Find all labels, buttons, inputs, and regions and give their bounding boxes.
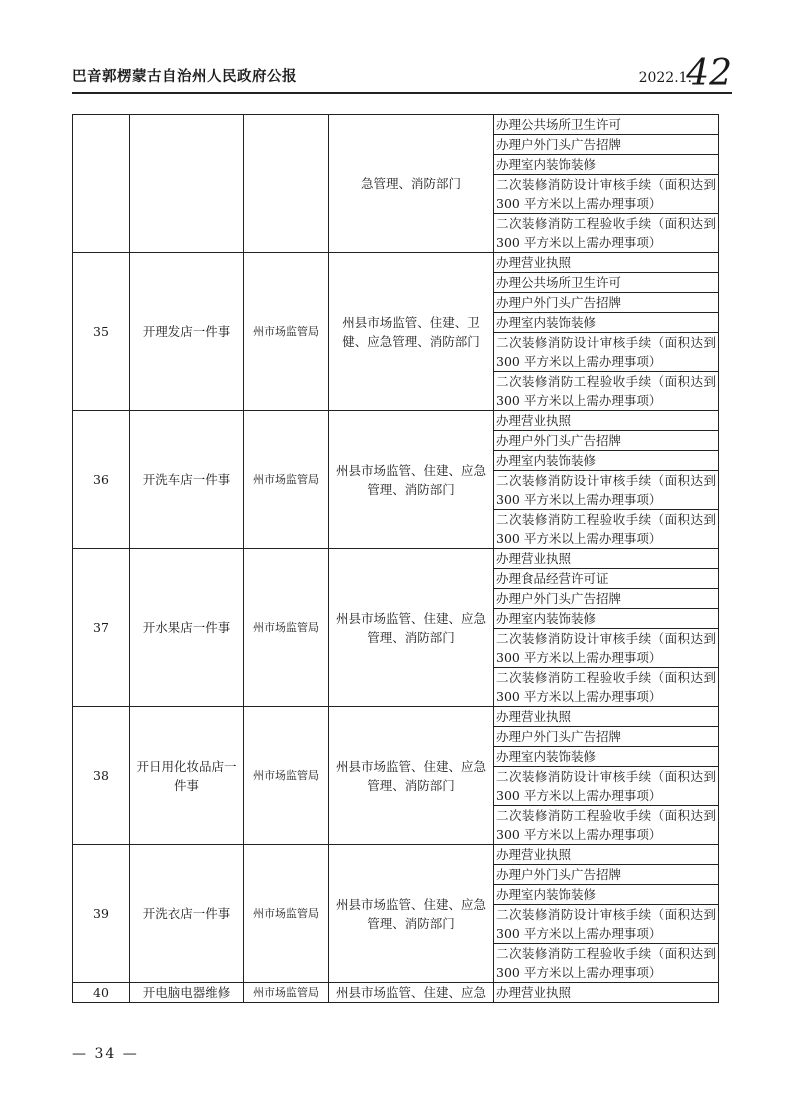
matter-item: 办理户外门头广告招牌 <box>494 727 719 747</box>
cooperating-departments: 急管理、消防部门 <box>329 115 494 253</box>
matter-item: 办理户外门头广告招牌 <box>494 293 719 313</box>
page-header <box>72 52 732 92</box>
matter-item: 二次装修消防工程验收手续（面积达到300 平方米以上需办理事项） <box>494 806 719 845</box>
matter-name: 开电脑电器维修 <box>130 983 244 1003</box>
matter-item: 办理营业执照 <box>494 411 719 431</box>
matter-item: 办理室内装饰装修 <box>494 451 719 471</box>
matter-item: 办理室内装饰装修 <box>494 609 719 629</box>
matter-item: 二次装修消防设计审核手续（面积达到300 平方米以上需办理事项） <box>494 333 719 372</box>
header-divider <box>72 92 732 94</box>
gazette-title: 巴音郭楞蒙古自治州人民政府公报 <box>72 69 297 85</box>
matter-name <box>130 115 244 253</box>
item-number: 35 <box>73 253 130 411</box>
item-number: 40 <box>73 983 130 1003</box>
lead-department: 州市场监管局 <box>244 411 329 549</box>
matter-item: 二次装修消防工程验收手续（面积达到300 平方米以上需办理事项） <box>494 668 719 707</box>
matter-name: 开理发店一件事 <box>130 253 244 411</box>
matter-item: 办理营业执照 <box>494 549 719 569</box>
matter-item: 办理户外门头广告招牌 <box>494 589 719 609</box>
matter-name: 开洗衣店一件事 <box>130 845 244 983</box>
matter-item: 办理营业执照 <box>494 845 719 865</box>
matter-item: 二次装修消防工程验收手续（面积达到300 平方米以上需办理事项） <box>494 214 719 253</box>
matter-item: 办理户外门头广告招牌 <box>494 135 719 155</box>
cooperating-departments: 州县市场监管、住建、卫健、应急管理、消防部门 <box>329 253 494 411</box>
matter-name: 开水果店一件事 <box>130 549 244 707</box>
item-number: 37 <box>73 549 130 707</box>
matter-item: 二次装修消防工程验收手续（面积达到300 平方米以上需办理事项） <box>494 510 719 549</box>
lead-department <box>244 115 329 253</box>
cooperating-departments: 州县市场监管、住建、应急管理、消防部门 <box>329 845 494 983</box>
table-row <box>73 707 719 727</box>
matter-item: 办理室内装饰装修 <box>494 313 719 333</box>
item-number <box>73 115 130 253</box>
matter-item: 办理室内装饰装修 <box>494 155 719 175</box>
matters-table <box>72 114 719 1003</box>
matter-item: 办理营业执照 <box>494 983 719 1003</box>
table-row <box>73 115 719 135</box>
matter-item: 二次装修消防工程验收手续（面积达到300 平方米以上需办理事项） <box>494 372 719 411</box>
matter-item: 二次装修消防工程验收手续（面积达到300 平方米以上需办理事项） <box>494 944 719 983</box>
item-number: 38 <box>73 707 130 845</box>
cooperating-departments: 州县市场监管、住建、应急管理、消防部门 <box>329 411 494 549</box>
item-number: 36 <box>73 411 130 549</box>
table-body <box>73 115 719 1003</box>
lead-department: 州市场监管局 <box>244 983 329 1003</box>
cooperating-departments: 州县市场监管、住建、应急 <box>329 983 494 1003</box>
item-number: 39 <box>73 845 130 983</box>
table-row <box>73 845 719 865</box>
table-row <box>73 253 719 273</box>
matter-item: 办理营业执照 <box>494 707 719 727</box>
matter-item: 二次装修消防设计审核手续（面积达到300 平方米以上需办理事项） <box>494 471 719 510</box>
lead-department: 州市场监管局 <box>244 845 329 983</box>
matter-name: 开洗车店一件事 <box>130 411 244 549</box>
matter-item: 办理营业执照 <box>494 253 719 273</box>
issue-date: 2022.1. <box>638 70 692 86</box>
table-row <box>73 549 719 569</box>
matter-item: 办理户外门头广告招牌 <box>494 865 719 885</box>
cooperating-departments: 州县市场监管、住建、应急管理、消防部门 <box>329 707 494 845</box>
lead-department: 州市场监管局 <box>244 253 329 411</box>
matter-name: 开日用化妆品店一件事 <box>130 707 244 845</box>
matter-item: 二次装修消防设计审核手续（面积达到300 平方米以上需办理事项） <box>494 767 719 806</box>
table-row <box>73 983 719 1003</box>
table-row <box>73 411 719 431</box>
cooperating-departments: 州县市场监管、住建、应急管理、消防部门 <box>329 549 494 707</box>
matter-item: 二次装修消防设计审核手续（面积达到300 平方米以上需办理事项） <box>494 629 719 668</box>
matter-item: 办理室内装饰装修 <box>494 747 719 767</box>
matter-item: 办理户外门头广告招牌 <box>494 431 719 451</box>
lead-department: 州市场监管局 <box>244 707 329 845</box>
matter-item: 办理公共场所卫生许可 <box>494 273 719 293</box>
matter-item: 二次装修消防设计审核手续（面积达到300 平方米以上需办理事项） <box>494 175 719 214</box>
matter-item: 办理食品经营许可证 <box>494 569 719 589</box>
matter-item: 二次装修消防设计审核手续（面积达到300 平方米以上需办理事项） <box>494 905 719 944</box>
matter-item: 办理室内装饰装修 <box>494 885 719 905</box>
lead-department: 州市场监管局 <box>244 549 329 707</box>
matter-item: 办理公共场所卫生许可 <box>494 115 719 135</box>
page-number: — 34 — <box>72 1046 139 1062</box>
issue-number: 42 <box>686 53 732 94</box>
